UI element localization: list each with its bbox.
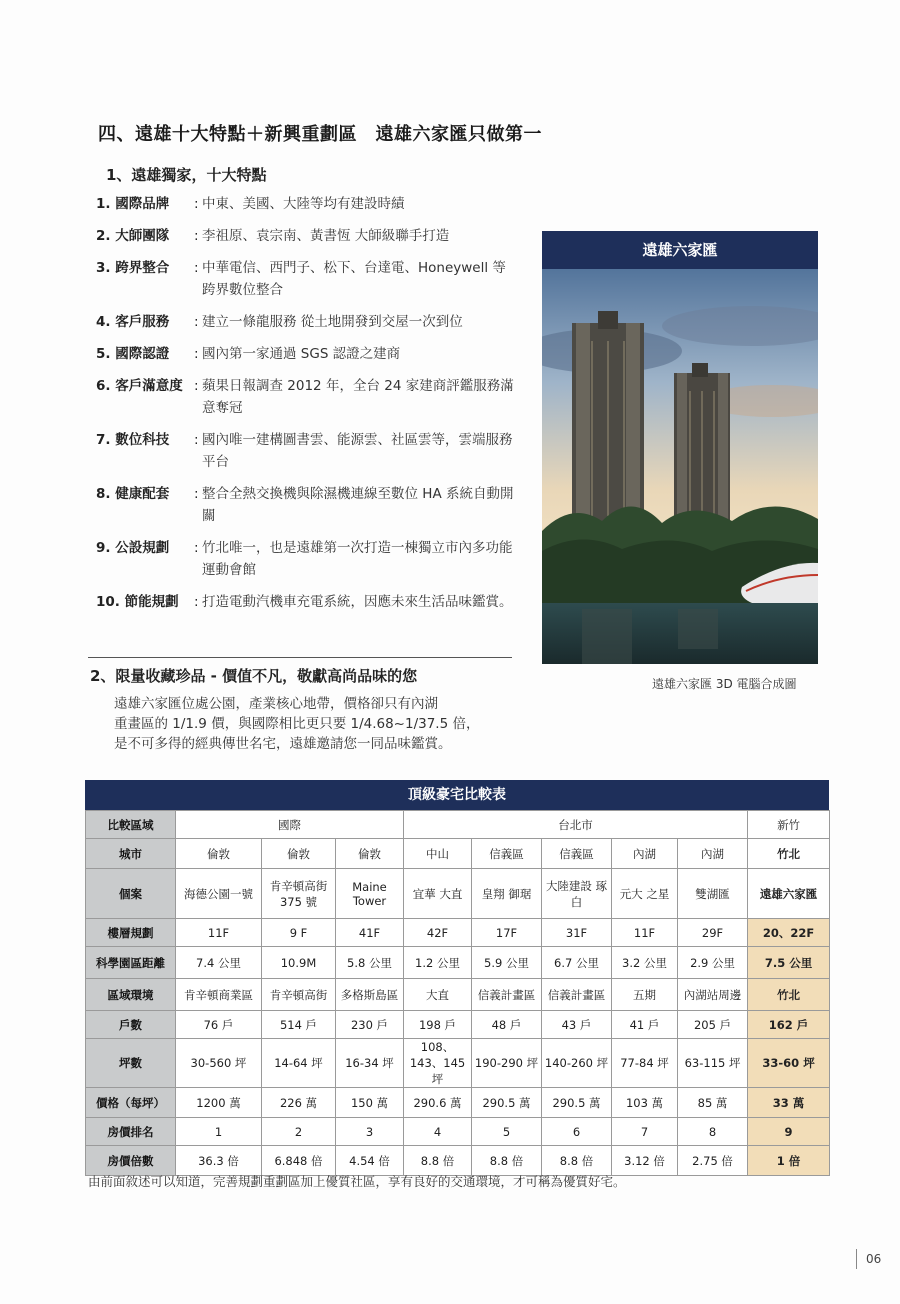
table-row [86,1011,830,1039]
paragraph-line: 遠雄六家匯位處公園，產業核心地帶，價格卻只有內湖 [114,696,438,712]
table-cell: 9 [748,1118,830,1146]
table-cell: 41 戶 [612,1011,678,1039]
page-number-divider [856,1249,857,1269]
table-cell: 3.12 倍 [612,1146,678,1176]
table-cell: 大直 [404,979,472,1011]
table-cell: 元大 之星 [612,869,678,919]
table-cell: 8.8 倍 [542,1146,612,1176]
building-illustration [542,231,818,664]
table-cell: 2.75 倍 [678,1146,748,1176]
table-cell: 77-84 坪 [612,1039,678,1088]
table-cell: 1 倍 [748,1146,830,1176]
table-cell: 29F [678,919,748,947]
table-cell: 海德公園一號 [176,869,262,919]
row-label: 坪數 [86,1039,176,1088]
table-cell: 11F [176,919,262,947]
table-cell: 竹北 [748,839,830,869]
table-row [86,839,830,869]
table-cell: 信義區 [472,839,542,869]
section-divider [88,657,512,658]
row-label: 房價倍數 [86,1146,176,1176]
table-row [86,979,830,1011]
table-row [86,1039,830,1088]
table-cell: 226 萬 [262,1088,336,1118]
building-rendering [542,231,818,664]
table-cell: 竹北 [748,979,830,1011]
feature-colon: : [194,594,199,610]
table-row [86,919,830,947]
table-cell: 內湖 [612,839,678,869]
table-cell: 信義區 [542,839,612,869]
table-cell: 150 萬 [336,1088,404,1118]
table-cell: 290.5 萬 [472,1088,542,1118]
table-cell: 肯辛頓商業區 [176,979,262,1011]
feature-item [96,483,516,527]
feature-label: 8. 健康配套 [96,486,170,502]
table-cell: 8.8 倍 [404,1146,472,1176]
table-cell: 48 戶 [472,1011,542,1039]
table-cell: 4.54 倍 [336,1146,404,1176]
table-cell: 85 萬 [678,1088,748,1118]
table-cell: 1 [176,1118,262,1146]
table-cell: 30-560 坪 [176,1039,262,1088]
row-label: 價格（每坪） [86,1088,176,1118]
table-cell: 信義計畫區 [542,979,612,1011]
table-cell: 2 [262,1118,336,1146]
feature-label: 9. 公設規劃 [96,540,170,556]
table-title: 頂級豪宅比較表 [85,780,829,810]
row-label: 區域環境 [86,979,176,1011]
table-cell: 230 戶 [336,1011,404,1039]
table-cell: 2.9 公里 [678,947,748,979]
table-cell: 14-64 坪 [262,1039,336,1088]
feature-item [96,257,516,301]
table-cell: 190-290 坪 [472,1039,542,1088]
feature-text: 竹北唯一，也是遠雄第一次打造一棟獨立市內多功能運動會館 [202,540,513,578]
row-label: 個案 [86,869,176,919]
feature-text: 中東、美國、大陸等均有建設時績 [202,196,405,212]
feature-item [96,343,516,365]
feature-colon: : [194,346,199,362]
table-cell: 8.8 倍 [472,1146,542,1176]
feature-item [96,537,516,581]
feature-label: 3. 跨界整合 [96,260,170,276]
page-number: 06 [866,1252,882,1266]
table-cell: 信義計畫區 [472,979,542,1011]
group-international: 國際 [176,811,404,839]
table-cell: 宜華 大直 [404,869,472,919]
table-cell: 76 戶 [176,1011,262,1039]
table-cell: 7 [612,1118,678,1146]
table-row [86,1118,830,1146]
features-list [96,193,516,623]
table-cell: 10.9M [262,947,336,979]
paragraph-line: 重畫區的 1/1.9 價，與國際相比更只要 1/4.68~1/37.5 倍， [114,716,480,732]
feature-colon: : [194,540,199,556]
row-label: 樓層規劃 [86,919,176,947]
comparison-grid [85,810,830,1176]
feature-label: 7. 數位科技 [96,432,170,448]
group-taipei: 台北市 [404,811,748,839]
row-label: 城市 [86,839,176,869]
section1-title: 1、遠雄獨家，十大特點 [106,166,267,184]
section2-title: 2、限量收藏珍品 - 價值不凡，敬獻高尚品味的您 [90,667,418,685]
feature-item [96,375,516,419]
table-cell: 33-60 坪 [748,1039,830,1088]
table-cell: 290.5 萬 [542,1088,612,1118]
table-row [86,1146,830,1176]
footer-note: 由前面敘述可以知道，完善規劃重劃區加上優質社區，享有良好的交通環境，才可稱為優質好宅。 [88,1174,626,1189]
feature-item [96,225,516,247]
feature-label: 6. 客戶滿意度 [96,378,183,394]
feature-colon: : [194,228,199,244]
table-cell: 42F [404,919,472,947]
feature-colon: : [194,432,199,448]
feature-colon: : [194,260,199,276]
feature-item [96,591,516,613]
table-cell: 31F [542,919,612,947]
feature-colon: : [194,196,199,212]
feature-label: 1. 國際品牌 [96,196,170,212]
feature-text: 國內唯一建構圖書雲、能源雲、社區雲等，雲端服務平台 [202,432,513,470]
table-cell: 7.5 公里 [748,947,830,979]
feature-text: 李祖原、袁宗南、黃書恆 大師級聯手打造 [202,228,450,244]
table-cell: 6.848 倍 [262,1146,336,1176]
table-row [86,869,830,919]
table-cell: 514 戶 [262,1011,336,1039]
table-cell: 162 戶 [748,1011,830,1039]
feature-text: 國內第一家通過 SGS 認證之建商 [202,346,401,362]
table-cell: 63-115 坪 [678,1039,748,1088]
table-cell: 6.7 公里 [542,947,612,979]
table-cell: 五期 [612,979,678,1011]
table-group-row [86,811,830,839]
table-cell: 倫敦 [262,839,336,869]
table-cell: 遠雄六家匯 [748,869,830,919]
table-cell: 7.4 公里 [176,947,262,979]
table-cell: 肯辛頓高街 375 號 [262,869,336,919]
table-cell: 雙湖匯 [678,869,748,919]
table-cell: 20、22F [748,919,830,947]
table-cell: 198 戶 [404,1011,472,1039]
table-cell: 4 [404,1118,472,1146]
feature-text: 打造電動汽機車充電系統，因應未來生活品味鑑賞。 [202,594,513,610]
table-cell: 中山 [404,839,472,869]
table-cell: 140-260 坪 [542,1039,612,1088]
feature-item [96,311,516,333]
region-label: 比較區域 [86,811,176,839]
table-cell: 290.6 萬 [404,1088,472,1118]
feature-label: 10. 節能規劃 [96,594,179,610]
feature-text: 蘋果日報調查 2012 年，全台 24 家建商評鑑服務滿意奪冠 [202,378,514,416]
table-cell: 內湖 [678,839,748,869]
group-hsinchu: 新竹 [748,811,830,839]
table-cell: 多格斯島區 [336,979,404,1011]
table-cell: 108、143、145 坪 [404,1039,472,1088]
table-cell: 倫敦 [176,839,262,869]
table-cell: 36.3 倍 [176,1146,262,1176]
row-label: 戶數 [86,1011,176,1039]
table-cell: 內湖站周邊 [678,979,748,1011]
table-row [86,947,830,979]
row-label: 科學園區距離 [86,947,176,979]
feature-label: 2. 大師團隊 [96,228,170,244]
table-cell: 103 萬 [612,1088,678,1118]
table-cell: 3 [336,1118,404,1146]
table-cell: 11F [612,919,678,947]
table-cell: Maine Tower [336,869,404,919]
table-cell: 倫敦 [336,839,404,869]
table-cell: 5.9 公里 [472,947,542,979]
comparison-table [85,780,829,1176]
feature-colon: : [194,314,199,330]
table-cell: 5.8 公里 [336,947,404,979]
feature-item [96,429,516,473]
feature-label: 5. 國際認證 [96,346,170,362]
table-cell: 205 戶 [678,1011,748,1039]
table-cell: 33 萬 [748,1088,830,1118]
table-cell: 6 [542,1118,612,1146]
table-cell: 1.2 公里 [404,947,472,979]
photo-caption: 遠雄六家匯 3D 電腦合成圖 [652,677,797,691]
table-cell: 皇翔 御琚 [472,869,542,919]
table-cell: 8 [678,1118,748,1146]
page-heading: 四、遠雄十大特點＋新興重劃區 遠雄六家匯只做第一 [98,124,542,145]
intro-paragraph [114,694,514,754]
table-cell: 5 [472,1118,542,1146]
row-label: 房價排名 [86,1118,176,1146]
feature-colon: : [194,486,199,502]
table-cell: 1200 萬 [176,1088,262,1118]
feature-text: 整合全熱交換機與除濕機連線至數位 HA 系統自動開關 [202,486,514,524]
photo-banner: 遠雄六家匯 [542,231,818,269]
feature-text: 中華電信、西門子、松下、台達電、Honeywell 等跨界數位整合 [202,260,506,298]
table-cell: 16-34 坪 [336,1039,404,1088]
table-cell: 大陸建設 琢白 [542,869,612,919]
table-cell: 43 戶 [542,1011,612,1039]
feature-label: 4. 客戶服務 [96,314,170,330]
table-cell: 9 F [262,919,336,947]
paragraph-line: 是不可多得的經典傳世名宅，遠雄邀請您一同品味鑑賞。 [114,736,452,752]
feature-text: 建立一條龍服務 從土地開發到交屋一次到位 [202,314,463,330]
feature-colon: : [194,378,199,394]
table-cell: 41F [336,919,404,947]
table-row [86,1088,830,1118]
table-cell: 肯辛頓高街 [262,979,336,1011]
table-cell: 3.2 公里 [612,947,678,979]
feature-item [96,193,516,215]
table-cell: 17F [472,919,542,947]
